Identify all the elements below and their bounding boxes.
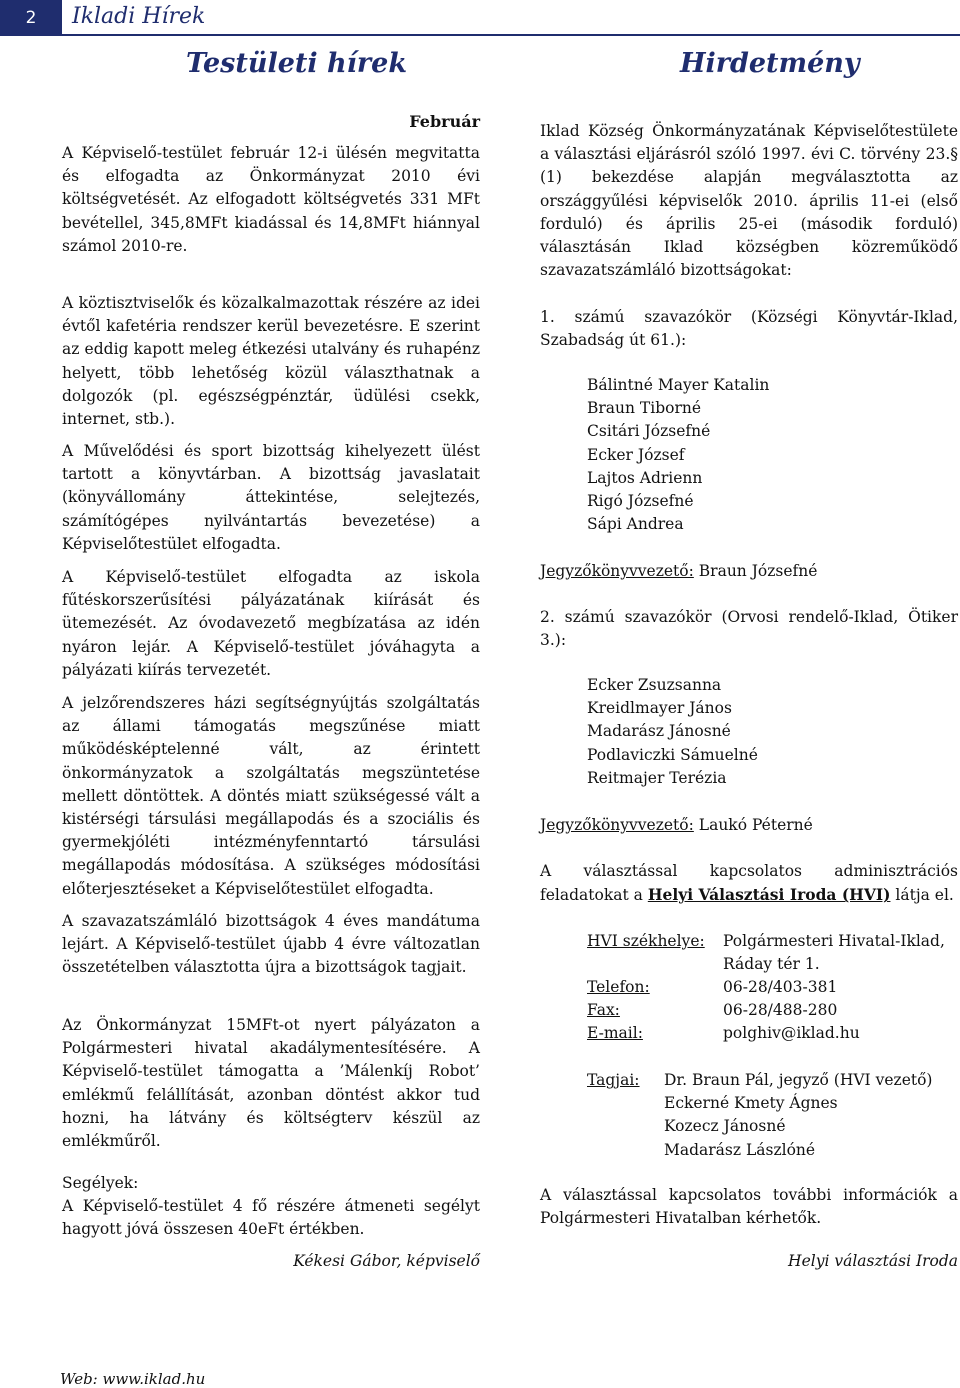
segelyek-block — [62, 1172, 480, 1242]
office-member: Eckerné Kmety Ágnes — [664, 1094, 838, 1113]
member-name: Podlaviczki Sámuelné — [587, 745, 758, 764]
office-member: Dr. Braun Pál, jegyző (HVI vezető) — [664, 1071, 933, 1089]
phone-label: Telefon: — [587, 978, 650, 996]
recorder-label: Jegyzőkönyvvezető: — [540, 562, 694, 580]
district-2-recorder — [540, 814, 813, 837]
member-name: Rigó Józsefné — [587, 492, 694, 511]
segelyek-label: Segélyek: — [62, 1174, 139, 1192]
intro-paragraph: Iklad Község Önkormányzatának Képviselőtestülete a választási eljárásról szóló 1997. évi C. törvény 23.§ (1) bekezdése alapján megválasztotta az országgyűlési képviselők 2010. április 11-ei (első forduló) és április 25-ei (második forduló) választásán Iklad községben közreműködő szavazatszámláló bizottságokat: — [540, 122, 958, 280]
member-name: Madarász Jánosné — [587, 722, 731, 741]
page-number: 2 — [0, 0, 62, 36]
section-title-testuleti: Testületi hírek — [186, 48, 408, 79]
district-1-recorder — [540, 560, 817, 583]
member-name: Sápi Andrea — [587, 515, 684, 534]
recorder-label: Jegyzőkönyvvezető: — [540, 816, 694, 834]
closing-paragraph: A választással kapcsolatos további információk a Polgármesteri Hivatalban kérhetők. — [540, 1186, 958, 1228]
fax-value: 06-28/488-280 — [723, 1001, 838, 1019]
page-header — [0, 0, 960, 36]
admin-text-post: látja el. — [895, 886, 954, 905]
signature-left: Kékesi Gábor, képviselő — [293, 1252, 480, 1270]
hvi-office-name: Helyi Választási Iroda (HVI) — [647, 885, 891, 905]
header-rule — [62, 34, 960, 36]
member-name: Braun Tiborné — [587, 399, 702, 418]
paragraph-1: A Képviselő-testület február 12-i ülésén megvitatta és elfogadta az Önkormányzat 2010 évi költségvetését. Az elfogadott költségvetés 331 MFt bevétellel, 345,8MFt kiadással és 14,8MFt hiánnyal számol 2010-re. — [62, 144, 480, 255]
district-2-heading: 2. számú szavazókör (Orvosi rendelő-Iklad, Ötiker 3.): — [540, 608, 958, 650]
publication-title: Ikladi Hírek — [72, 4, 206, 29]
paragraph-4: A Képviselő-testület elfogadta az iskola fűtéskorszerűsítési pályázatának kiírását és ütemezését. Az óvodavezető megbízatása az idén nyáron lejár. A Képviselő-testület jóváhagyta a pályázati kiírás tervezetét. — [62, 568, 480, 679]
paragraph-2: A köztisztviselők és közalkalmazottak részére az idei évtől kafetéria rendszer kerül bevezetésre. E szerint az eddig kapott meleg étkezési utalvány és ruhapénz helyett, több lehetőség közül választhatnak a dolgozók (pl. egészségpénztár, üdülési csekk, internet, stb.). — [62, 294, 480, 429]
paragraph-3: A Művelődési és sport bizottság kihelyezett ülést tartott a könyvtárban. A bizottság javaslatait (könyvállomány áttekintése, selejtezés, számítógépes nyilvántartás bevezetése) a Képviselőtestület elfogadta. — [62, 442, 480, 553]
office-members-list — [664, 1069, 932, 1162]
admin-text-pre: A választással kapcsolatos adminisztrációs feladatokat a — [540, 862, 958, 905]
recorder-name: Laukó Péterné — [698, 816, 813, 834]
office-members-label: Tagjai: — [587, 1071, 640, 1089]
fax-label: Fax: — [587, 1001, 620, 1019]
footer-web[interactable]: Web: www.iklad.hu — [60, 1370, 206, 1388]
email-label: E-mail: — [587, 1024, 643, 1042]
district-1-members — [587, 374, 769, 536]
member-name: Bálintné Mayer Katalin — [587, 376, 770, 394]
member-name: Ecker Zsuzsanna — [587, 676, 722, 694]
section-title-hirdetmeny: Hirdetmény — [680, 48, 860, 79]
district-1-heading: 1. számú szavazókör (Községi Könyvtár-Iklad, Szabadság út 61.): — [540, 308, 958, 350]
email-value[interactable]: polghiv@iklad.hu — [723, 1024, 860, 1042]
office-member: Madarász Lászlóné — [664, 1140, 816, 1159]
hvi-seat-line2: Ráday tér 1. — [723, 955, 820, 973]
recorder-name: Braun Józsefné — [698, 562, 818, 580]
month-heading: Február — [409, 112, 480, 131]
member-name: Ecker József — [587, 445, 685, 464]
member-name: Csitári Józsefné — [587, 422, 711, 441]
phone-value: 06-28/403-381 — [723, 978, 838, 996]
hvi-seat-label: HVI székhelye: — [587, 932, 705, 950]
admin-paragraph — [540, 860, 958, 907]
paragraph-6: A szavazatszámláló bizottságok 4 éves mandátuma lejárt. A Képviselő-testület újabb 4 évre változatlan összetételben választotta újra a bizottságok tagjait. — [62, 912, 480, 977]
hvi-seat-line1: Polgármesteri Hivatal-Iklad, — [723, 932, 945, 950]
district-2-members — [587, 674, 758, 790]
paragraph-7: Az Önkormányzat 15MFt-ot nyert pályázaton a Polgármesteri hivatal akadálymentesítésére. A Képviselő-testület támogatta a ’Málenkíj Robot’ emlékmű felállítását, azonban döntést akkor tud hozni, ha látvány és költségterv készül az emlékműről. — [62, 1016, 480, 1151]
member-name: Kreidlmayer János — [587, 699, 732, 718]
signature-right: Helyi választási Iroda — [788, 1252, 958, 1270]
office-member: Kozecz Jánosné — [664, 1117, 786, 1136]
paragraph-5: A jelzőrendszeres házi segítségnyújtás szolgáltatás az állami támogatás megszűnése miatt működésképtelenné vált, az érintett önkormányzatok a szolgáltatás megszüntetése mellett döntöttek. A döntés miatt szükségessé vált a kistérségi társulási megállapodás és a szociális és gyermekjóléti intézményfenntartó társulási megállapodás módosítása. A szükséges módosítási előterjesztéseket a Képviselőtestület elfogadta. — [62, 694, 480, 898]
member-name: Lajtos Adrienn — [587, 468, 703, 487]
segelyek-text: A Képviselő-testület 4 fő részére átmeneti segélyt hagyott jóvá összesen 40eFt értékben. — [62, 1197, 480, 1239]
member-name: Reitmajer Terézia — [587, 768, 727, 787]
